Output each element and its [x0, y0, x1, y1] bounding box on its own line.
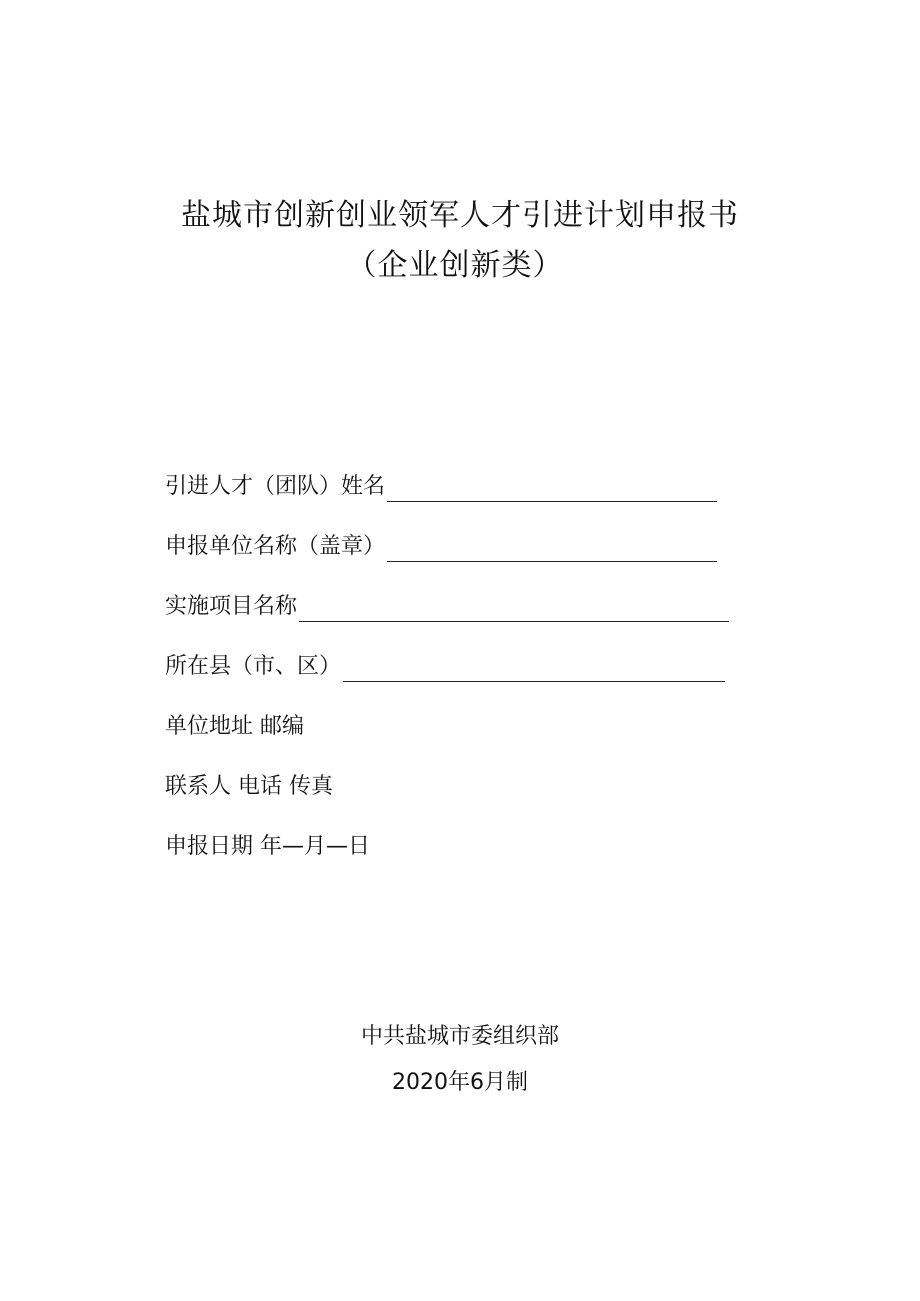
county-field — [165, 652, 725, 682]
county-blank[interactable] — [343, 657, 725, 682]
talent-name-field — [165, 472, 717, 502]
project-name-label: 实施项目名称 — [165, 594, 298, 619]
project-name-field — [165, 592, 729, 622]
address-field — [165, 712, 304, 742]
talent-name-label: 引进人才（团队）姓名 — [165, 474, 386, 499]
date-label: 申报日期 年—月—日 — [165, 834, 370, 859]
address-label: 单位地址 邮编 — [165, 714, 304, 739]
contact-field — [165, 772, 333, 802]
date-field — [165, 832, 370, 862]
title-line-2: （企业创新类） — [346, 248, 564, 283]
issuing-organization: 中共盐城市委组织部 — [360, 1024, 559, 1049]
county-label: 所在县（市、区） — [165, 654, 342, 679]
project-name-blank[interactable] — [299, 597, 729, 622]
unit-name-label: 申报单位名称（盖章） — [165, 534, 386, 559]
contact-label: 联系人 电话 传真 — [165, 774, 333, 799]
issue-date: 2020年6月制 — [392, 1070, 528, 1095]
unit-name-field — [165, 532, 717, 562]
title-line-1: 盐城市创新创业领军人才引进计划申报书 — [181, 198, 739, 233]
talent-name-blank[interactable] — [387, 477, 717, 502]
unit-name-blank[interactable] — [387, 537, 717, 562]
